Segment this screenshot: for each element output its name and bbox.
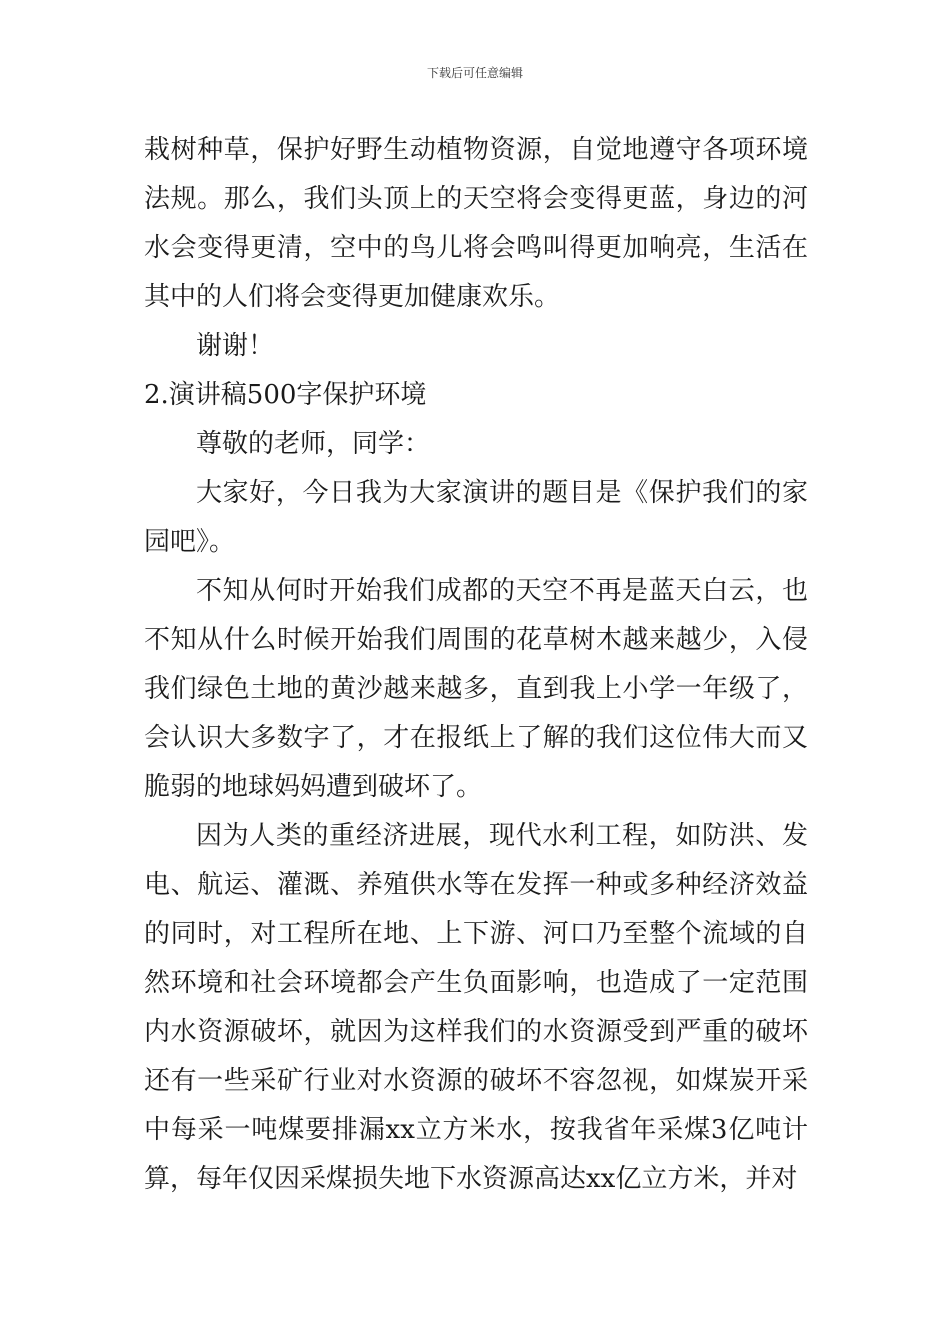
paragraph-2: 谢谢！	[196, 331, 275, 361]
section-heading: 2.演讲稿500字保护环境	[144, 380, 427, 410]
paragraph-4: 不知从何时开始我们成都的天空不再是蓝天白云，也不知从什么时候开始我们周围的花草树木越来越少，入侵我们绿色土地的黄沙越来越多，直到我上小学一年级了，会认识大多数字了，才在报纸上了解的我们这位伟大而又脆弱的地球妈妈遭到破坏了。	[144, 576, 808, 802]
paragraph-5: 因为人类的重经济进展，现代水利工程，如防洪、发电、航运、灌溉、养殖供水等在发挥一种或多种经济效益的同时，对工程所在地、上下游、河口乃至整个流域的自然环境和社会环境都会产生负面影响，也造成了一定范围内水资源破坏，就因为这样我们的水资源受到严重的破坏还有一些采矿行业对水资源的破坏不容忽视，如煤炭开采中每采一吨煤要排漏xx立方米水，按我省年采煤3亿吨计算，每年仅因采煤损失地下水资源高达xx亿立方米，并对	[144, 821, 808, 1194]
paragraph-salutation: 尊敬的老师，同学：	[196, 429, 431, 459]
paragraph-3: 大家好，今日我为大家演讲的题目是《保护我们的家园吧》。	[144, 478, 808, 557]
page-header: 下载后可任意编辑	[426, 66, 523, 80]
paragraph-1: 栽树种草，保护好野生动植物资源，自觉地遵守各项环境法规。那么，我们头顶上的天空将会变得更蓝，身边的河水会变得更清，空中的鸟儿将会鸣叫得更加响亮，生活在其中的人们将会变得更加健康欢乐。	[144, 135, 808, 312]
document-body	[144, 126, 808, 1204]
